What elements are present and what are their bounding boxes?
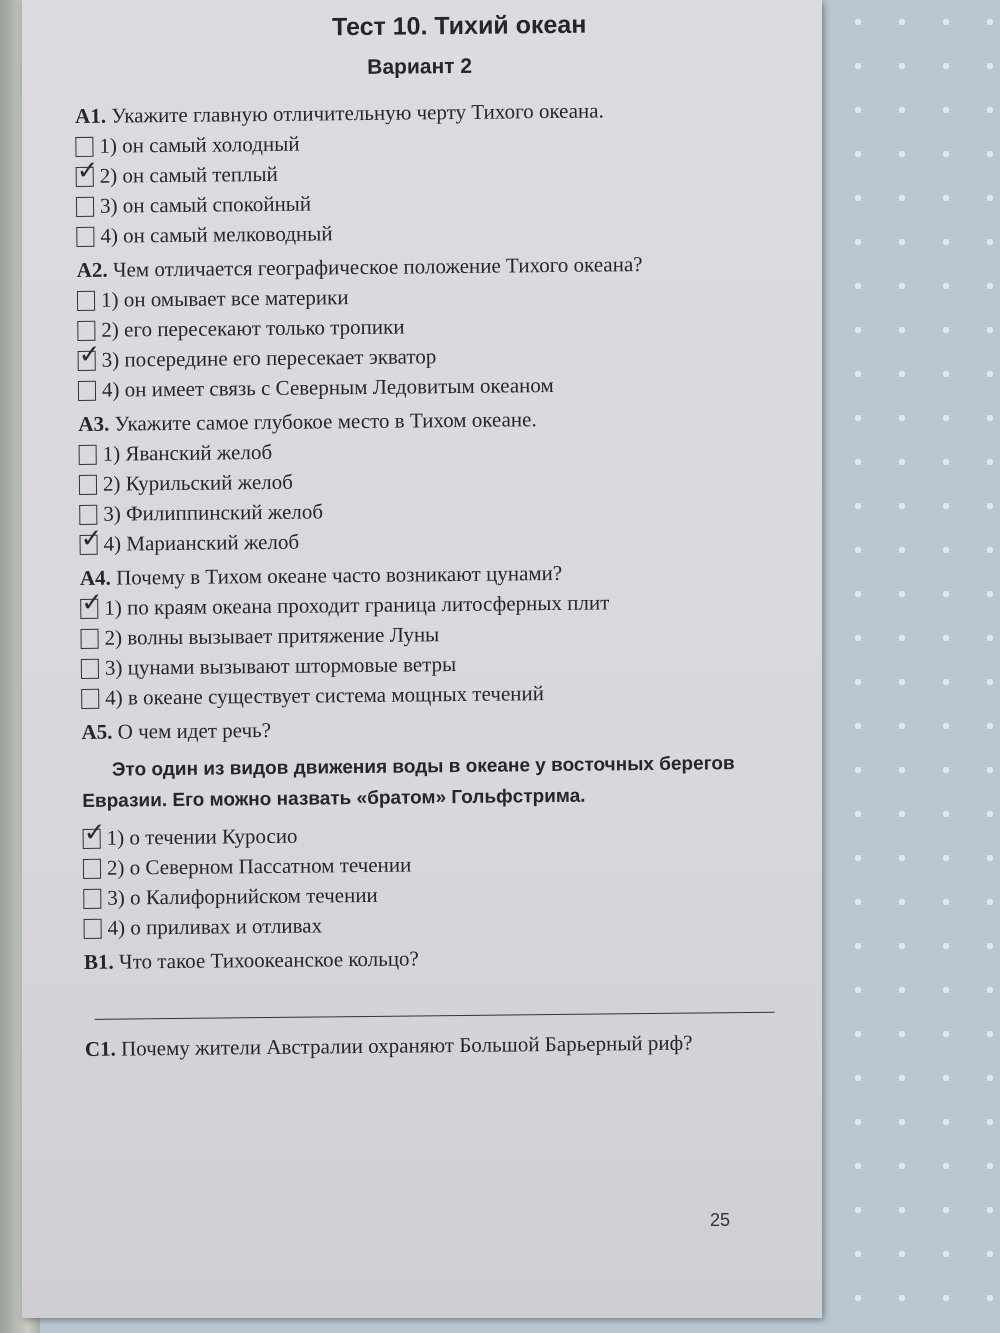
question-prompt: Почему в Тихом океане часто возникают цунами? [115,560,563,590]
question-number: С1. [84,1036,116,1061]
checkbox[interactable] [79,505,97,525]
option-label: 1) он омывает все материки [100,285,349,312]
question-number: А4. [79,565,111,590]
question-prompt: Укажите главную отличительную черту Тихого океана. [111,98,604,128]
checkbox[interactable] [83,829,101,849]
option-label: 3) он самый спокойный [99,191,312,218]
answer-option[interactable] [83,906,773,943]
checkbox[interactable] [76,227,94,247]
option-label: 4) он имеет связь с Северным Ледовитым океаном [101,372,554,402]
option-label: 2) Курильский желоб [102,469,294,496]
checkbox[interactable] [78,351,96,371]
book-page [22,0,822,1318]
question-prompt: Укажите самое глубокое место в Тихом океане. [114,407,537,436]
checkbox[interactable] [81,659,99,679]
checkbox[interactable] [79,535,97,555]
question-number: А2. [76,257,108,282]
option-label: 3) цунами вызывают штормовые ветры [104,652,457,680]
checkbox[interactable] [84,919,102,939]
option-label: 2) его пересекают только тропики [101,314,405,342]
checkbox[interactable] [79,445,97,465]
answer-option[interactable] [78,368,768,405]
option-label: 4) в океане существует система мощных течений [105,681,545,710]
option-label: 1) по краям океана проходит граница литосферных плит [104,590,610,620]
question-number: А3. [78,411,110,436]
checkbox[interactable] [83,889,101,909]
option-label: 3) посередине его пересекает экватор [101,344,437,372]
question-text [81,710,771,747]
question-c1 [85,1027,775,1064]
question-a3 [78,402,770,559]
checkbox[interactable] [76,167,94,187]
question-prompt: Что такое Тихоокеанское кольцо? [118,946,419,974]
variant-heading: Вариант 2 [367,54,473,79]
checkbox[interactable] [80,629,98,649]
checkbox[interactable] [78,381,96,401]
option-label: 4) о приливах и отливах [107,913,323,940]
answer-option[interactable] [76,214,766,251]
option-label: 2) он самый теплый [99,161,278,188]
question-prompt: Чем отличается географическое положение Тихого океана? [112,252,643,282]
question-number: В1. [83,949,114,974]
option-label: 2) волны вызывает притяжение Луны [104,622,440,650]
question-prompt: О чем идет речь? [117,717,272,744]
checkbox[interactable] [81,689,99,709]
checkbox[interactable] [79,475,97,495]
answer-line[interactable] [94,970,774,1020]
answer-option[interactable] [79,522,769,559]
question-number: А1. [74,103,107,128]
checkbox[interactable] [83,859,101,879]
option-label: 4) Марианский желоб [103,529,300,556]
question-number: А5. [81,719,113,744]
option-label: 1) Яванский желоб [102,439,273,466]
question-a4 [80,556,772,713]
question-a5 [81,710,773,943]
question-b1 [84,940,775,1020]
option-label: 2) о Северном Пассатном течении [106,852,412,880]
page-number: 25 [710,1210,731,1230]
checkbox[interactable] [80,599,98,619]
page-content [74,3,775,1064]
checkbox[interactable] [77,291,95,311]
question-a1 [75,94,767,251]
question-passage: Это один из видов движения воды в океане у восточных берегов Евразии. Его можно назвать «братом» Гольфстрима. [82,753,735,812]
option-label: 4) он самый мелководный [100,221,333,248]
answer-option[interactable] [81,676,771,713]
option-label: 1) он самый холодный [99,131,300,158]
test-title: Тест 10. Тихий океан [331,10,587,42]
question-prompt: Почему жители Австралии охраняют Большой Барьерный риф? [120,1030,693,1061]
option-label: 1) о течении Куросио [106,823,298,850]
option-label: 3) Филиппинский желоб [103,499,324,526]
question-text [85,1027,775,1064]
option-label: 3) о Калифорнийском течении [107,882,378,910]
question-a2 [77,248,769,405]
checkbox[interactable] [77,321,95,341]
checkbox[interactable] [75,137,93,157]
checkbox[interactable] [76,197,94,217]
